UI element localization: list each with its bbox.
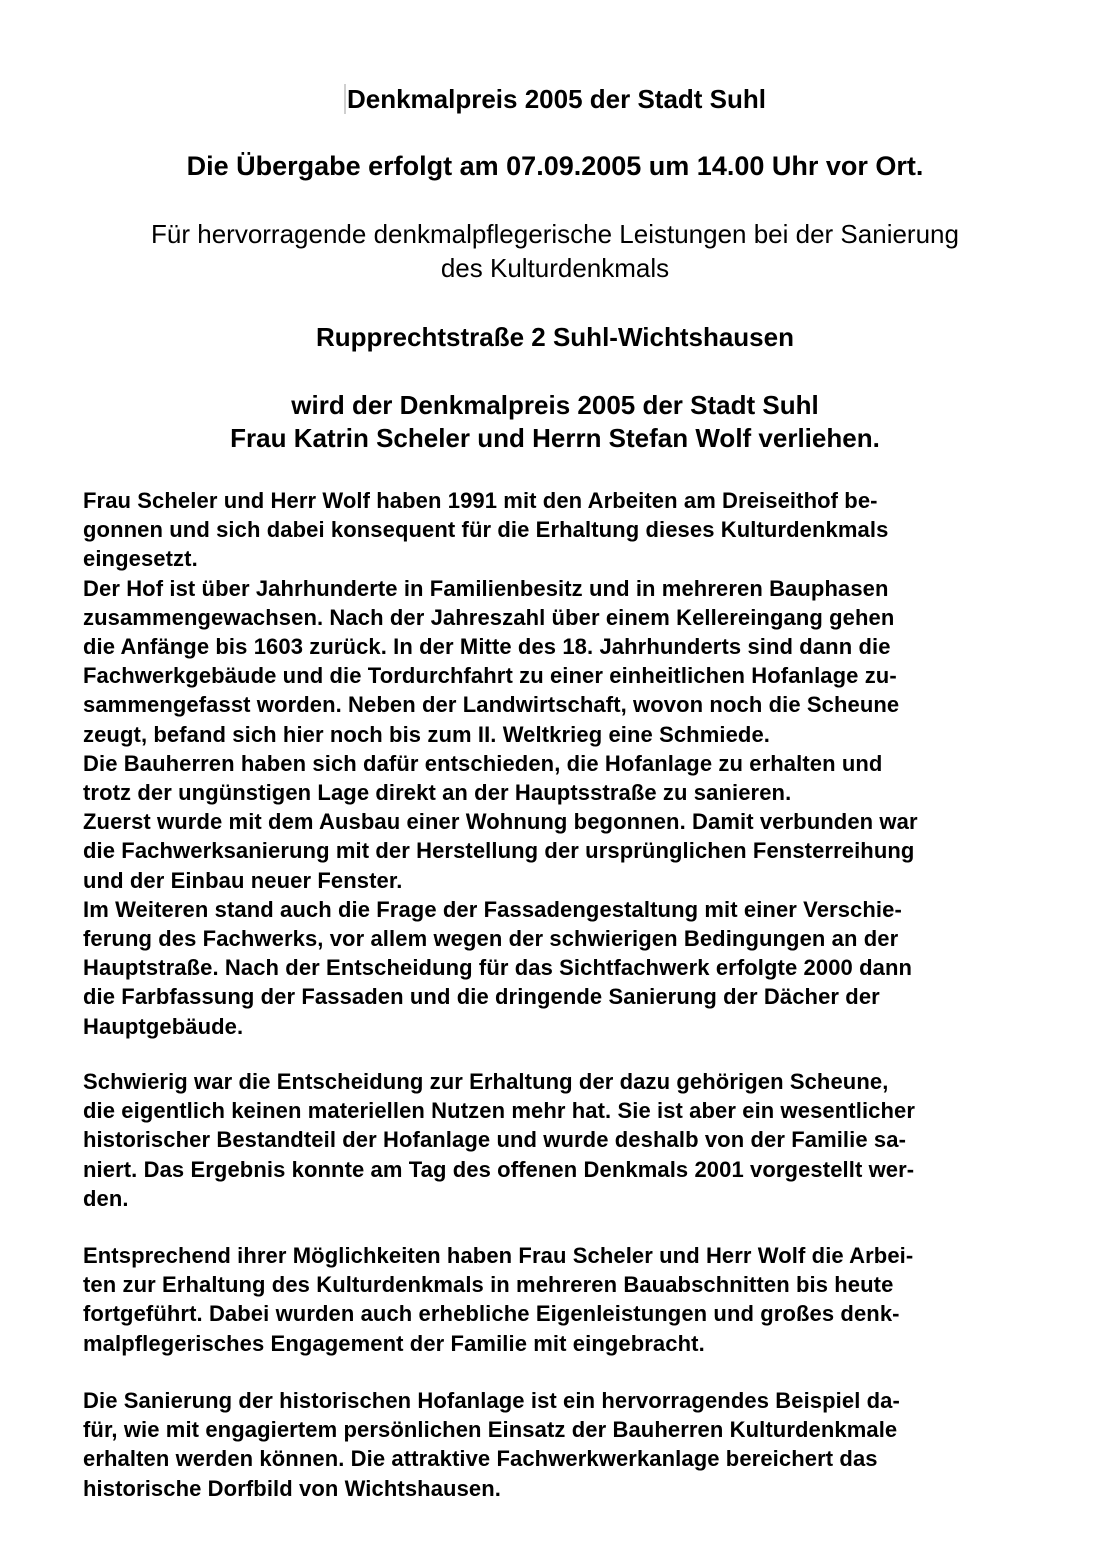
intro-line: Für hervorragende denkmalpflegerische Leistungen bei der Sanierung [151,219,959,249]
body-line: zusammengewachsen. Nach der Jahreszahl über einem Kellereingang gehen [83,604,895,630]
body-line: erhalten werden können. Die attraktive Fachwerkwerkanlage bereichert das [83,1446,878,1472]
body-line: den. [83,1185,129,1211]
body-line: historischer Bestandteil der Hofanlage und wurde deshalb von der Familie sa- [83,1127,907,1153]
award-statement [0,389,1110,455]
body-line: Im Weiteren stand auch die Frage der Fassadengestaltung mit einer Verschie- [83,896,902,922]
monument-address: Rupprechtstraße 2 Suhl-Wichtshausen [316,322,794,352]
body-line: Frau Scheler und Herr Wolf haben 1991 mit den Arbeiten am Dreiseithof be- [83,488,878,513]
body-line: Schwierig war die Entscheidung zur Erhaltung der dazu gehörigen Scheune, [83,1069,889,1094]
body-line: gonnen und sich dabei konsequent für die Erhaltung dieses Kulturdenkmals [83,517,889,543]
body-line: Hauptstraße. Nach der Entscheidung für das Sichtfachwerk erfolgte 2000 dann [83,955,913,981]
body-line: fortgeführt. Dabei wurden auch erhebliche Eigenleistungen und großes denk- [83,1301,900,1327]
body-line: die Farbfassung der Fassaden und die dringende Sanierung der Dächer der [83,984,880,1010]
document-title [0,82,1110,116]
body-line: trotz der ungünstigen Lage direkt an der Hauptsstraße zu sanieren. [83,780,792,806]
body-line: Zuerst wurde mit dem Ausbau einer Wohnung begonnen. Damit verbunden war [83,809,918,835]
body-line: sammengefasst worden. Neben der Landwirtschaft, wovon noch die Scheune [83,692,900,718]
award-line: Frau Katrin Scheler und Herrn Stefan Wolf verliehen. [230,423,880,453]
body-line: eingesetzt. [83,546,198,572]
body-line: Die Sanierung der historischen Hofanlage ist ein hervorragendes Beispiel da- [83,1388,900,1413]
body-line: zeugt, befand sich hier noch bis zum II. Weltkrieg eine Schmiede. [83,721,771,747]
intro-text [60,217,1050,285]
body-line: ferung des Fachwerks, vor allem wegen der schwierigen Bedingungen an der [83,926,899,952]
text-cursor [344,84,346,114]
body-line: die Fachwerksanierung mit der Herstellung der ursprünglichen Fensterreihung [83,838,915,864]
body-line: Fachwerkgebäude und die Tordurchfahrt zu einer einheitlichen Hofanlage zu- [83,663,897,689]
award-line: wird der Denkmalpreis 2005 der Stadt Suhl [291,390,819,420]
body-line: historische Dorfbild von Wichtshausen. [83,1475,501,1501]
body-line: niert. Das Ergebnis konnte am Tag des offenen Denkmals 2001 vorgestellt wer- [83,1156,915,1182]
handover-notice: Die Übergabe erfolgt am 07.09.2005 um 14.00 Uhr vor Ort. [186,151,924,181]
body-line: Entsprechend ihrer Möglichkeiten haben Frau Scheler und Herr Wolf die Arbei- [83,1243,914,1268]
body-paragraph-3 [83,1241,1043,1358]
intro-line: des Kulturdenkmals [440,253,670,283]
body-line: und der Einbau neuer Fenster. [83,867,403,893]
body-line: die eigentlich keinen materiellen Nutzen mehr hat. Sie ist aber ein wesentlicher [83,1098,916,1124]
body-paragraph-2 [83,1067,1043,1213]
body-paragraph-1 [83,486,1043,1041]
body-line: Hauptgebäude. [83,1013,244,1039]
document-title-text: Denkmalpreis 2005 der Stadt Suhl [346,84,767,114]
body-line: malpflegerisches Engagement der Familie mit eingebracht. [83,1330,705,1356]
body-line: Der Hof ist über Jahrhunderte in Familienbesitz und in mehreren Bauphasen [83,575,889,601]
body-line: für, wie mit engagiertem persönlichen Einsatz der Bauherren Kulturdenkmale [83,1417,898,1443]
body-paragraph-4 [83,1386,1043,1503]
body-line: ten zur Erhaltung des Kulturdenkmals in mehreren Bauabschnitten bis heute [83,1272,894,1298]
body-line: Die Bauherren haben sich dafür entschieden, die Hofanlage zu erhalten und [83,750,883,776]
body-line: die Anfänge bis 1603 zurück. In der Mitte des 18. Jahrhunderts sind dann die [83,634,891,660]
